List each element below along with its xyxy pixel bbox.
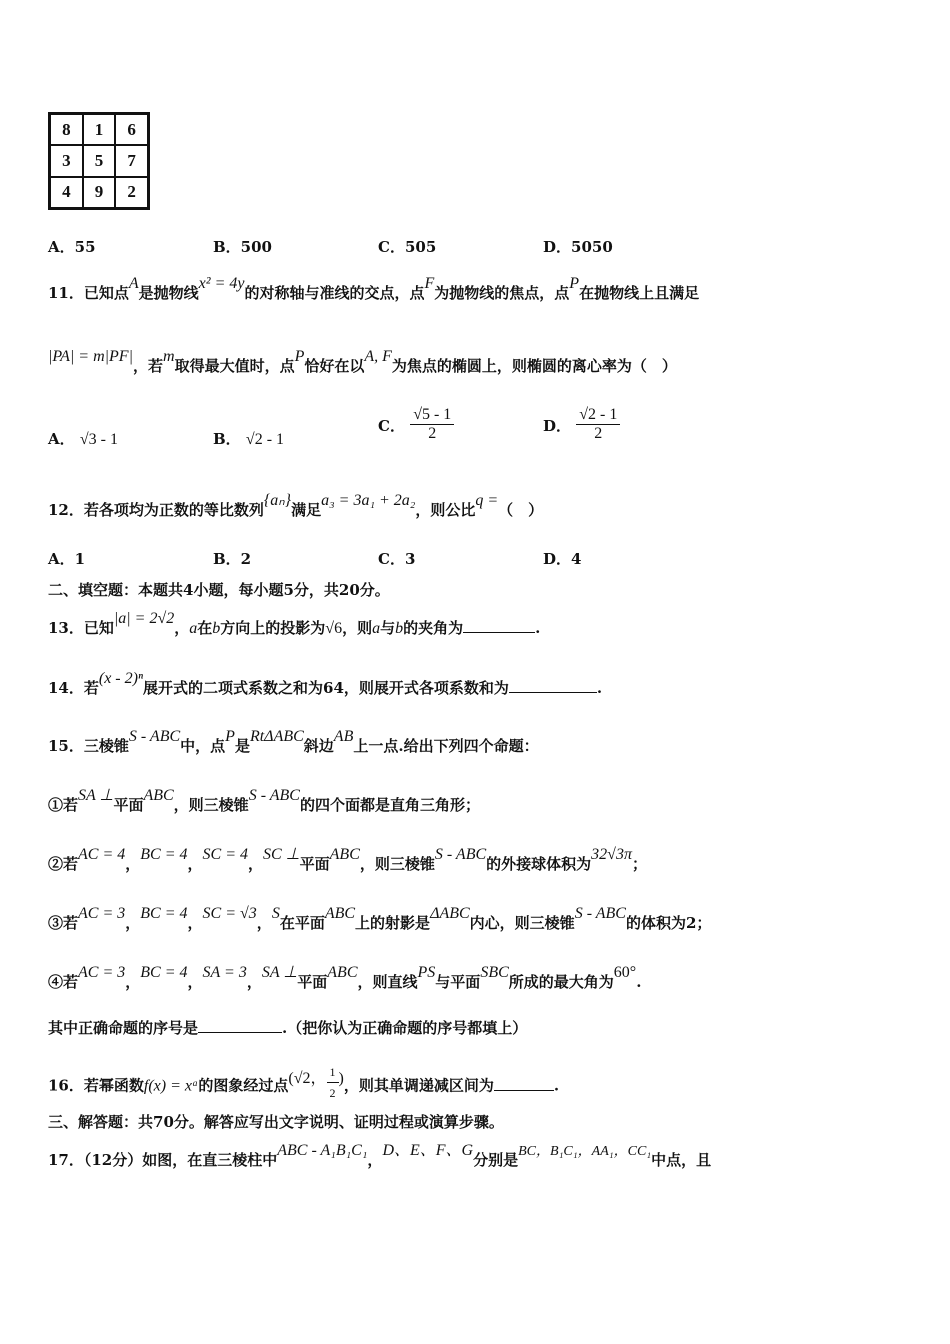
math: S - ABC xyxy=(574,905,626,922)
q12-line xyxy=(48,492,544,521)
math: SA = 3 xyxy=(202,964,247,981)
fraction xyxy=(576,406,620,443)
text: .（把你认为正确命题的序号都填上） xyxy=(282,1019,528,1037)
magic-square-cell: 1 xyxy=(83,114,116,145)
math: ABC xyxy=(327,964,358,981)
numerator: √5 - 1 xyxy=(410,406,454,425)
text: 斜边 xyxy=(303,737,334,755)
text: 与 xyxy=(380,619,396,637)
math: RtΔABC xyxy=(249,728,304,745)
magic-square-cell: 2 xyxy=(115,177,148,208)
q12-option-d: D．4 xyxy=(543,550,582,568)
text: ， xyxy=(125,914,141,932)
math: √3 - 1 xyxy=(79,431,118,448)
text: 平面 xyxy=(113,796,144,814)
text: 11．已知点 xyxy=(48,284,129,302)
text: 16．若幂函数 xyxy=(48,1076,144,1095)
q15-intro xyxy=(48,728,539,757)
answer-blank[interactable] xyxy=(494,1076,554,1091)
math: SC = √3 xyxy=(202,905,257,922)
text: . xyxy=(553,1076,560,1095)
magic-square-cell: 4 xyxy=(50,177,83,208)
text: 13．已知 xyxy=(48,619,114,637)
text: 与平面 xyxy=(435,973,481,991)
math: A xyxy=(128,275,139,292)
text: ④若 xyxy=(48,973,79,991)
text: ， xyxy=(248,855,264,873)
text: 是 xyxy=(234,737,250,755)
q11-option-a: A． xyxy=(48,430,75,448)
text: ； xyxy=(631,855,647,873)
denominator: 2 xyxy=(428,425,437,442)
math: m xyxy=(163,348,175,365)
section-2-heading: 二、填空题：本题共4小题，每小题5分，共20分。 xyxy=(48,581,390,599)
text: 在抛物线上且满足 xyxy=(579,284,700,302)
q15-answer-line xyxy=(48,1018,527,1038)
text: ， xyxy=(256,914,272,932)
fraction xyxy=(327,1062,339,1103)
magic-square-cell: 9 xyxy=(83,177,116,208)
math: SC = 4 xyxy=(202,846,249,863)
math: F xyxy=(424,275,435,292)
math: S xyxy=(271,905,280,922)
text: 的图象经过点 xyxy=(198,1076,289,1095)
text: ③若 xyxy=(48,914,79,932)
text: 在 xyxy=(197,619,213,637)
text: ，则直线 xyxy=(357,973,418,991)
text: 的夹角为 xyxy=(403,619,464,637)
math: {aₙ} xyxy=(263,492,292,509)
math: ABC xyxy=(329,846,360,863)
text: . xyxy=(535,619,541,637)
text: 分别是 xyxy=(473,1151,519,1169)
q15-claim-4 xyxy=(48,964,642,993)
math: D、E、F、G xyxy=(382,1142,474,1159)
text: 中，点 xyxy=(180,737,226,755)
q12-option-b: B．2 xyxy=(213,550,252,568)
q15-claim-3 xyxy=(48,905,712,934)
magic-square-figure xyxy=(48,112,150,210)
math: BC = 4 xyxy=(140,846,188,863)
q12-option-a: A．1 xyxy=(48,550,86,568)
q10-option-b: B．500 xyxy=(213,238,272,256)
text: （ ） xyxy=(498,501,544,519)
section-3-heading: 三、解答题：共70分。解答应写出文字说明、证明过程或演算步骤。 xyxy=(48,1113,504,1131)
math: a₃ = 3a₁ + 2a₂ xyxy=(321,492,416,509)
text: 为抛物线的焦点，点 xyxy=(434,284,570,302)
fraction xyxy=(410,406,454,443)
text: 15．三棱锥 xyxy=(48,737,129,755)
math: P xyxy=(225,728,235,745)
math: SA ⊥ xyxy=(261,964,298,981)
text: ，则三棱锥 xyxy=(359,855,435,873)
q13-line xyxy=(48,610,541,639)
text: 所成的最大角为 xyxy=(508,973,614,991)
math: ABC - A₁B₁C₁ xyxy=(277,1142,368,1159)
text: ，则三棱锥 xyxy=(173,796,249,814)
q16-line xyxy=(48,1066,559,1107)
math: BC = 4 xyxy=(140,905,188,922)
math: AC = 3 xyxy=(78,964,126,981)
text: ， xyxy=(187,855,203,873)
math: x² = 4y xyxy=(198,275,245,292)
text: 的体积为2； xyxy=(625,914,712,932)
math: P xyxy=(569,275,580,292)
math: 60° xyxy=(613,964,637,981)
numerator: √2 - 1 xyxy=(576,406,620,425)
text: ， xyxy=(246,973,262,991)
math: SC ⊥ xyxy=(263,846,300,863)
math: a xyxy=(372,620,381,637)
text: ，则其单调递减区间为 xyxy=(343,1076,494,1095)
text: ①若 xyxy=(48,796,79,814)
q11-option-c: C． xyxy=(378,416,405,435)
math: |a| = 2√2 xyxy=(113,610,175,627)
math: SA ⊥ xyxy=(78,787,114,804)
math: q = xyxy=(475,492,499,509)
q11-option-b: B． xyxy=(213,430,241,448)
math: ) xyxy=(338,1069,344,1087)
text: 上的射影是 xyxy=(355,914,431,932)
magic-square-cell: 8 xyxy=(50,114,83,145)
text: ， xyxy=(187,914,203,932)
math: √2 - 1 xyxy=(245,431,285,448)
text: 的四个面都是直角三角形； xyxy=(299,796,480,814)
q12-option-c: C．3 xyxy=(378,550,416,568)
text: 为焦点的椭圆上，则椭圆的离心率为（ ） xyxy=(391,357,677,375)
text: ， xyxy=(174,619,190,637)
math: AC = 3 xyxy=(78,905,126,922)
math: b xyxy=(212,620,221,637)
q15-claim-2 xyxy=(48,846,647,875)
text: 中点，且 xyxy=(651,1151,712,1169)
text: 的外接球体积为 xyxy=(486,855,592,873)
answer-blank[interactable] xyxy=(198,1018,282,1033)
math: 32√3π xyxy=(591,846,632,863)
math: (x - 2)ⁿ xyxy=(98,670,143,687)
denominator: 2 xyxy=(329,1086,336,1100)
text: 满足 xyxy=(291,501,322,519)
text: 恰好在以 xyxy=(304,357,365,375)
text: 的对称轴与准线的交点，点 xyxy=(244,284,425,302)
math: ABC xyxy=(143,787,174,804)
math: PS xyxy=(417,964,436,981)
text: 是抛物线 xyxy=(138,284,199,302)
math: (√2， xyxy=(288,1069,327,1087)
q11-option-d: D． xyxy=(543,416,572,435)
text: 取得最大值时，点 xyxy=(174,357,295,375)
magic-square-cell: 6 xyxy=(115,114,148,145)
math: P xyxy=(294,348,305,365)
q14-line xyxy=(48,670,603,699)
math: S - ABC xyxy=(128,728,181,745)
text: 17．（12分）如图，在直三棱柱中 xyxy=(48,1151,278,1169)
math: √6 xyxy=(325,620,343,637)
text: 其中正确命题的序号是 xyxy=(48,1019,199,1037)
magic-square-cell: 7 xyxy=(115,145,148,176)
math: SBC xyxy=(480,964,509,981)
math: a xyxy=(189,620,198,637)
numerator: 1 xyxy=(327,1062,339,1083)
text: 14．若 xyxy=(48,679,99,697)
text: ，则 xyxy=(342,619,373,637)
q17-line xyxy=(48,1142,712,1172)
text: 内心，则三棱锥 xyxy=(469,914,575,932)
q10-option-c: C．505 xyxy=(378,238,437,256)
text: 平面 xyxy=(299,855,330,873)
text: . xyxy=(636,973,642,991)
math: b xyxy=(395,620,404,637)
q11-line-2 xyxy=(48,348,677,377)
math: S - ABC xyxy=(434,846,487,863)
text: ， xyxy=(367,1151,383,1169)
text: . xyxy=(596,679,603,697)
math: S - ABC xyxy=(248,787,300,804)
text: ， xyxy=(187,973,203,991)
math: ΔABC xyxy=(430,905,470,922)
q10-option-a: A．55 xyxy=(48,238,96,256)
math: BC = 4 xyxy=(140,964,188,981)
text: ，若 xyxy=(132,357,163,375)
math: ABC xyxy=(324,905,356,922)
answer-blank[interactable] xyxy=(463,618,535,633)
text: 方向上的投影为 xyxy=(220,619,326,637)
text: 平面 xyxy=(297,973,328,991)
math: f(x) = xᵃ xyxy=(143,1077,199,1095)
math: AC = 4 xyxy=(78,846,126,863)
math: AB xyxy=(333,728,354,745)
math: A, F xyxy=(364,348,392,365)
text: 展开式的二项式系数之和为64，则展开式各项系数和为 xyxy=(143,679,509,697)
text: 在平面 xyxy=(279,914,325,932)
text: ， xyxy=(125,973,141,991)
q15-claim-1 xyxy=(48,787,480,816)
q11-line-1 xyxy=(48,275,700,304)
text: ，则公比 xyxy=(415,501,476,519)
text: 12．若各项均为正数的等比数列 xyxy=(48,501,264,519)
math: BC，B₁C₁，AA₁，CC₁ xyxy=(518,1144,652,1159)
text: ②若 xyxy=(48,855,79,873)
magic-square-cell: 5 xyxy=(83,145,116,176)
text: ， xyxy=(125,855,141,873)
q10-option-d: D．5050 xyxy=(543,238,613,256)
answer-blank[interactable] xyxy=(509,678,597,693)
magic-square-cell: 3 xyxy=(50,145,83,176)
denominator: 2 xyxy=(594,425,603,442)
math: |PA| = m|PF| xyxy=(48,348,133,365)
text: 上一点.给出下列四个命题： xyxy=(353,737,539,755)
